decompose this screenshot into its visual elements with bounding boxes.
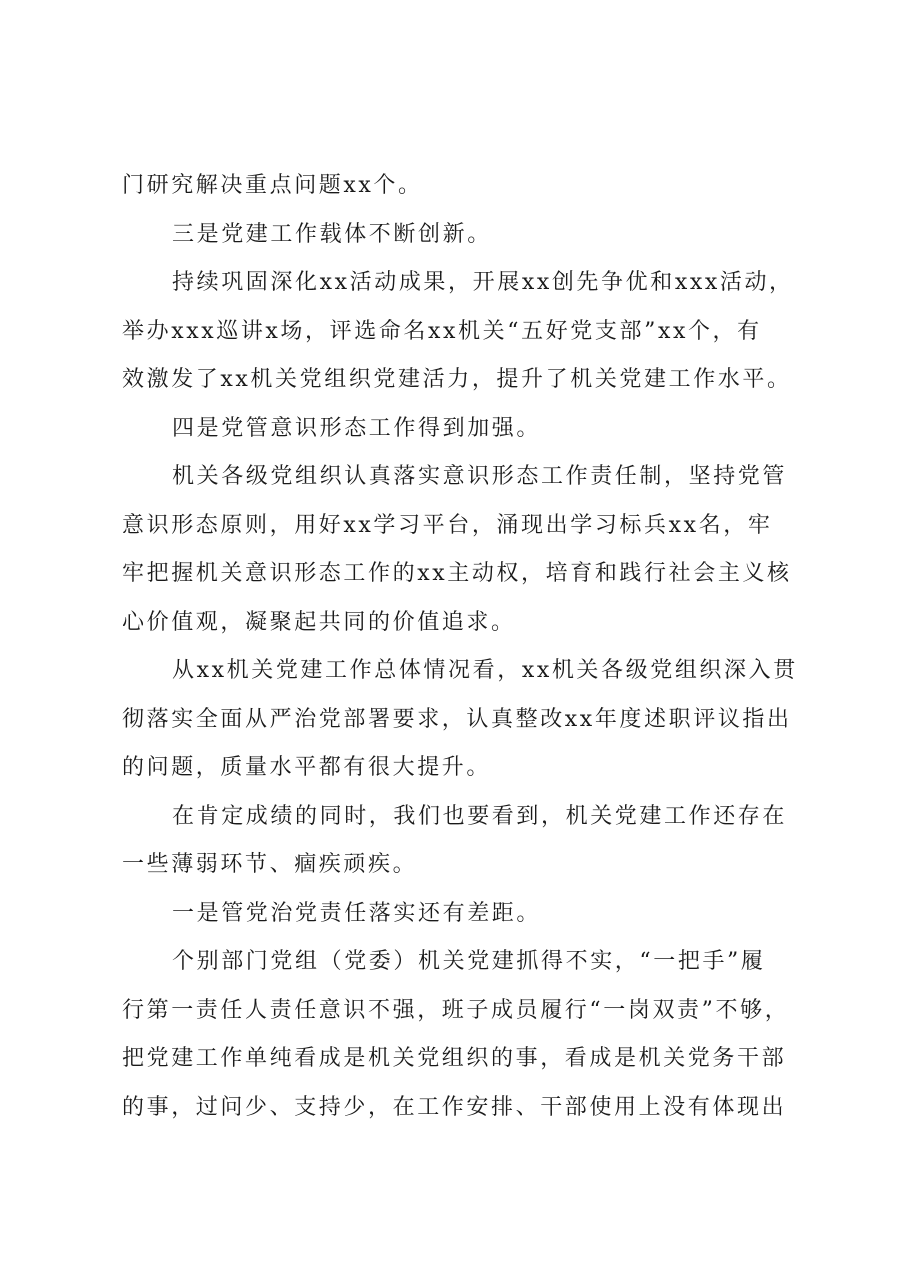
- text-line: 四是党管意识形态工作得到加强。: [172, 415, 542, 441]
- document-body: [122, 162, 812, 1132]
- paragraph-7: [122, 793, 812, 890]
- text-line: 门研究解决重点问题xx个。: [122, 173, 423, 198]
- text-line: 意识形态原则，用好xx学习平台，涌现出学习标兵xx名，牢: [122, 512, 773, 538]
- paragraph-heading-4: [122, 405, 812, 454]
- text-line: 行第一责任人责任意识不强，班子成员履行“一岗双责”不够，: [122, 997, 790, 1023]
- paragraph-5: [122, 453, 812, 647]
- paragraph-1: [122, 162, 812, 211]
- text-line: 效激发了xx机关党组织党建活力，提升了机关党建工作水平。: [122, 367, 792, 392]
- paragraph-heading-1: [122, 890, 812, 939]
- paragraph-3: [122, 259, 812, 405]
- text-line: 的事，过问少、支持少，在工作安排、干部使用上没有体现出: [122, 1094, 787, 1120]
- paragraph-heading-3: [122, 211, 812, 260]
- text-line: 彻落实全面从严治党部署要求，认真整改xx年度述职评议指出: [122, 706, 792, 732]
- text-line: 心价值观，凝聚起共同的价值追求。: [122, 609, 516, 635]
- text-line: 在肯定成绩的同时，我们也要看到，机关党建工作还存在: [172, 803, 788, 829]
- text-line: 牢把握机关意识形态工作的xx主动权，培育和践行社会主义核: [122, 561, 792, 586]
- text-line: 举办xxx巡讲x场，评选命名xx机关“五好党支部”xx个，有: [122, 318, 762, 344]
- text-line: 机关各级党组织认真落实意识形态工作责任制，坚持党管: [172, 464, 788, 489]
- paragraph-6: [122, 647, 812, 793]
- text-line: 三是党建工作载体不断创新。: [172, 221, 492, 247]
- text-line: 的问题，质量水平都有很大提升。: [122, 755, 492, 780]
- paragraph-9: [122, 938, 812, 1132]
- text-line: 从xx机关党建工作总体情况看，xx机关各级党组织深入贯: [172, 658, 798, 683]
- text-line: 个别部门党组（党委）机关党建抓得不实，“一把手”履: [172, 949, 766, 974]
- text-line: 一些薄弱环节、痼疾顽疾。: [122, 852, 418, 877]
- text-line: 把党建工作单纯看成是机关党组织的事，看成是机关党务干部: [122, 1046, 787, 1071]
- text-line: 一是管党治党责任落实还有差距。: [172, 900, 542, 926]
- text-line: 持续巩固深化xx活动成果，开展xx创先争优和xxx活动，: [172, 270, 794, 295]
